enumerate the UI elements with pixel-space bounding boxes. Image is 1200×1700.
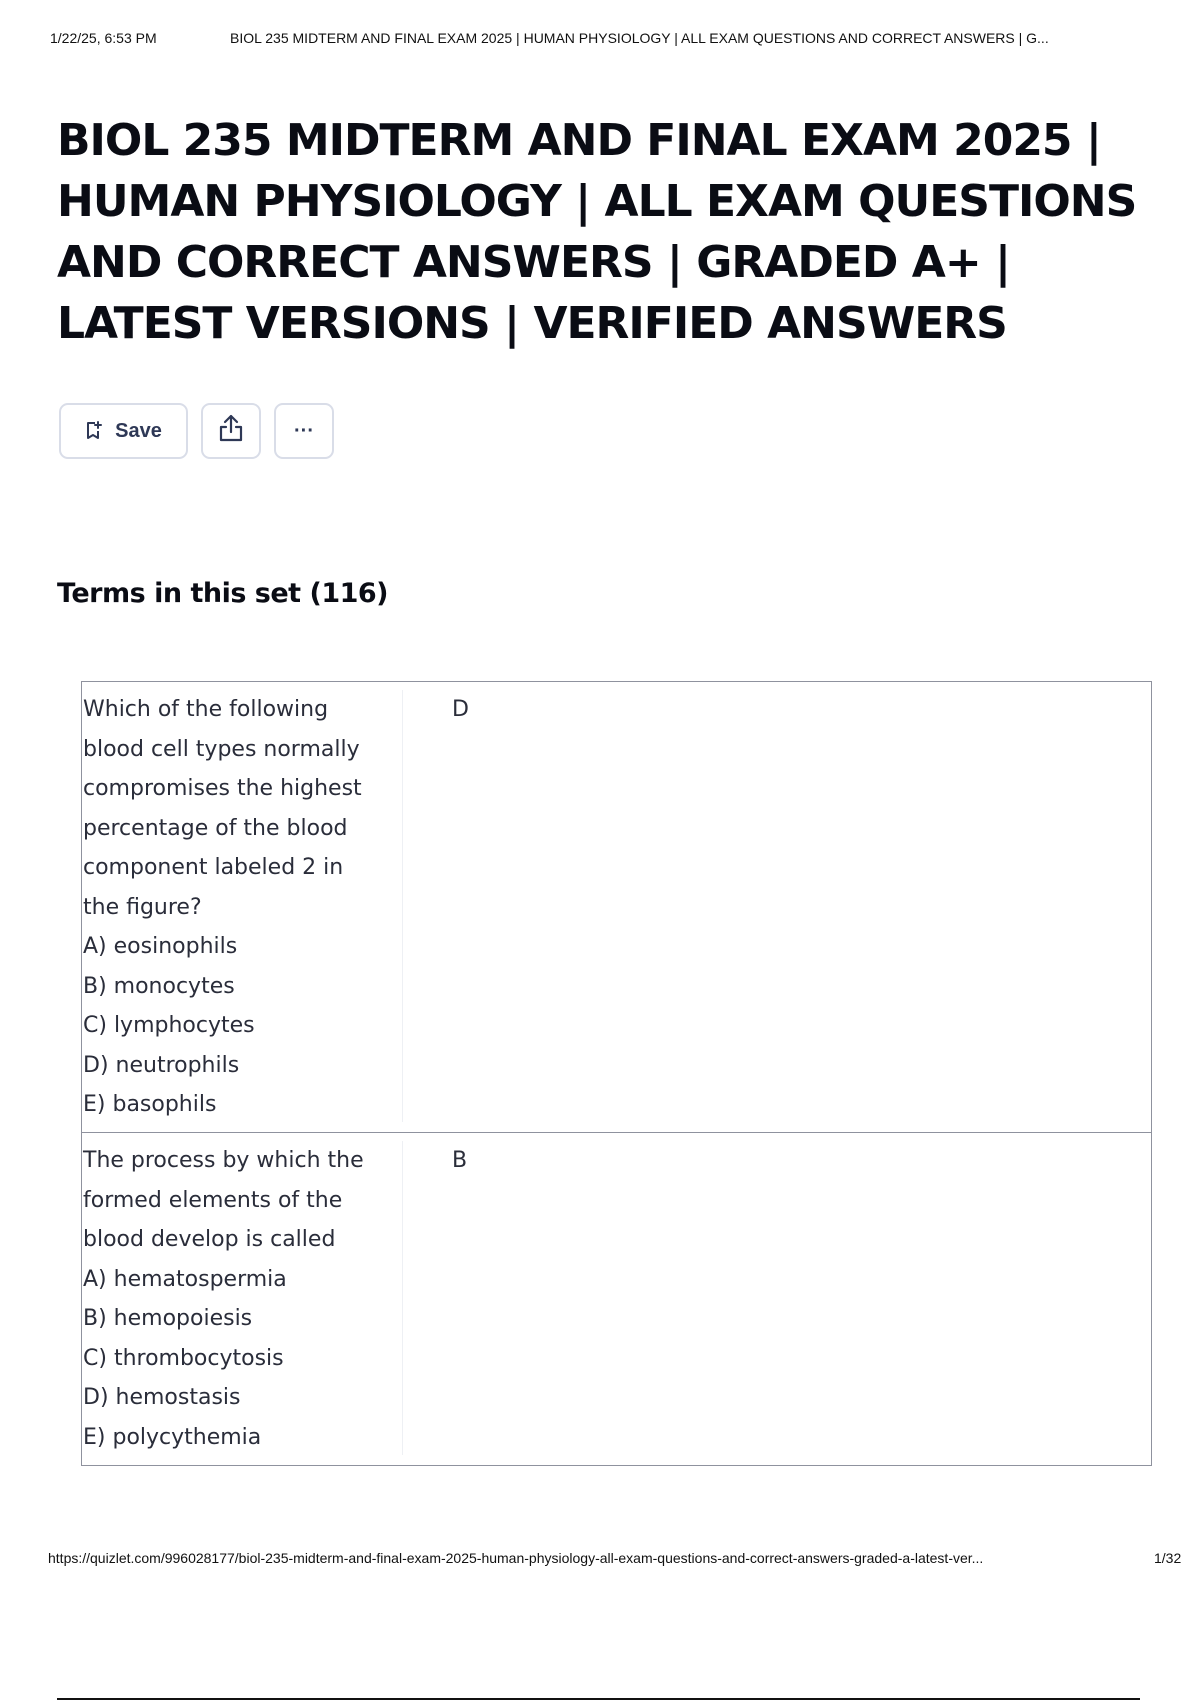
term-line: Which of the following — [83, 697, 329, 722]
bookmark-add-icon — [85, 421, 103, 441]
term-line: component labeled 2 in — [83, 855, 344, 880]
term-card — [81, 681, 1152, 1135]
term-line: D) neutrophils — [83, 1052, 240, 1078]
term-line: A) hematospermia — [83, 1266, 287, 1292]
save-button-label: Save — [115, 419, 162, 442]
term-line: formed elements of the — [83, 1187, 343, 1213]
print-page-number: 1/32 — [1154, 1550, 1182, 1566]
print-header — [50, 30, 1180, 50]
share-button[interactable] — [201, 403, 261, 459]
print-date: 1/22/25, 6:53 PM — [50, 30, 157, 46]
term-line: blood develop is called — [83, 1227, 336, 1252]
term-line: The process by which the — [83, 1148, 364, 1173]
definition-text: D — [452, 697, 469, 722]
term-line: B) hemopoiesis — [83, 1306, 253, 1331]
term-text — [83, 1141, 383, 1457]
term-line: C) lymphocytes — [83, 1013, 255, 1038]
term-text — [83, 690, 383, 1125]
card-divider — [402, 1141, 403, 1455]
term-line: E) basophils — [83, 1092, 217, 1117]
term-line: compromises the highest — [83, 776, 362, 801]
term-card — [81, 1132, 1152, 1466]
print-document-title: BIOL 235 MIDTERM AND FINAL EXAM 2025 | HUMAN PHYSIOLOGY | ALL EXAM QUESTIONS AND CORRECT ANSWERS | G... — [230, 30, 1049, 46]
term-line: A) eosinophils — [83, 934, 238, 959]
page-title: BIOL 235 MIDTERM AND FINAL EXAM 2025 | HUMAN PHYSIOLOGY | ALL EXAM QUESTIONS AND CORRECT ANSWERS | GRADED A+ | LATEST VERSIONS | VERIFIED ANSWERS — [57, 115, 1137, 349]
save-button[interactable] — [59, 403, 188, 459]
term-line: E) polycythemia — [83, 1424, 262, 1450]
terms-heading: Terms in this set (116) — [57, 578, 389, 609]
definition-text: B — [452, 1148, 468, 1173]
term-line: the figure? — [83, 894, 202, 920]
print-url: https://quizlet.com/996028177/biol-235-midterm-and-final-exam-2025-human-physiology-all-exam-questions-and-correct-answers-graded-a-latest-ver... — [48, 1550, 984, 1566]
term-line: C) thrombocytosis — [83, 1345, 284, 1371]
more-icon: ··· — [294, 419, 314, 442]
term-line: D) hemostasis — [83, 1385, 241, 1410]
card-divider — [402, 690, 403, 1122]
more-options-button[interactable] — [274, 403, 334, 459]
print-footer — [48, 1550, 1190, 1570]
share-icon — [217, 413, 245, 449]
term-line: B) monocytes — [83, 973, 235, 999]
term-line: blood cell types normally — [83, 736, 360, 762]
term-line: percentage of the blood — [83, 815, 348, 841]
